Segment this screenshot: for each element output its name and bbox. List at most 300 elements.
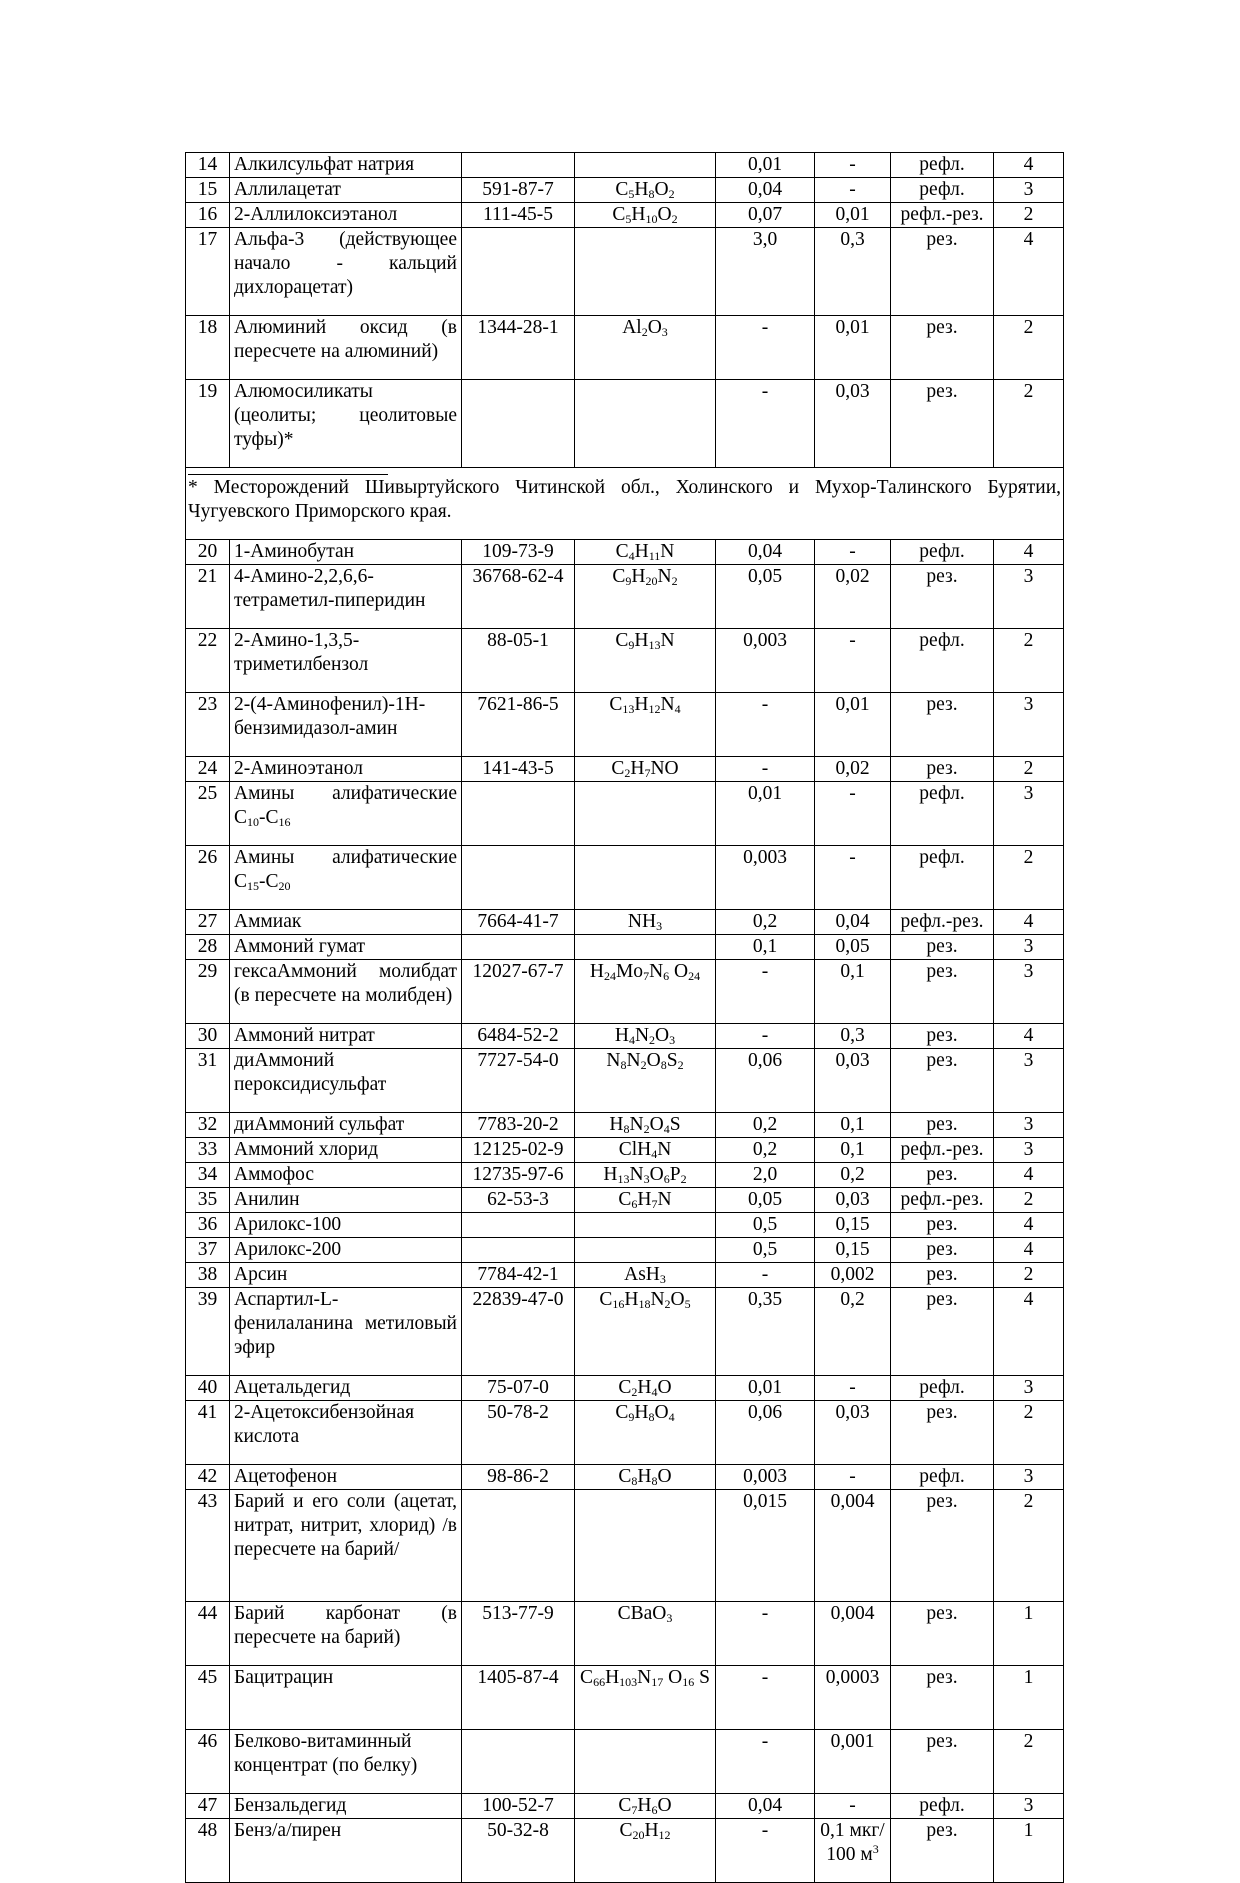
hazard-class: 4 — [994, 228, 1064, 316]
chemical-formula — [575, 1213, 716, 1238]
substance-name: Бензальдегид — [230, 1794, 462, 1819]
chemical-formula: $C_9H_{13}N$ — [575, 629, 716, 693]
chemical-formula: $C_9H_8O_4$ — [575, 1401, 716, 1465]
avg-daily-value: 0,02 — [815, 757, 891, 782]
table-row — [186, 1794, 1064, 1819]
chemical-formula: $H_4N_2O_3$ — [575, 1024, 716, 1049]
aggregate-state: рефл. — [891, 540, 994, 565]
row-number: 15 — [186, 178, 230, 203]
table-row — [186, 178, 1064, 203]
substance-name: Бацитрацин — [230, 1666, 462, 1730]
row-number: 45 — [186, 1666, 230, 1730]
hazard-class: 3 — [994, 693, 1064, 757]
substance-name: Барий и его соли (ацетат, нитрат, нитрит, хлорид) /в пересчете на барий/ — [230, 1490, 462, 1602]
hazard-class: 4 — [994, 153, 1064, 178]
cas-number — [462, 228, 575, 316]
avg-daily-value: - — [815, 153, 891, 178]
aggregate-state: рефл. — [891, 782, 994, 846]
max-single-value: - — [716, 757, 815, 782]
substance-name: 2-Аллилоксиэтанол — [230, 203, 462, 228]
max-single-value: 0,2 — [716, 1113, 815, 1138]
chemical-formula — [575, 1730, 716, 1794]
substance-name: Арилокс-200 — [230, 1238, 462, 1263]
aggregate-state: рез. — [891, 1401, 994, 1465]
table-row — [186, 1819, 1064, 1883]
avg-daily-value: 0,03 — [815, 1401, 891, 1465]
avg-daily-value: - — [815, 540, 891, 565]
avg-daily-value: 0,03 — [815, 1188, 891, 1213]
row-number: 43 — [186, 1490, 230, 1602]
substance-name: Альфа-3 (действующее начало - кальций дихлорацетат) — [230, 228, 462, 316]
max-single-value: 0,01 — [716, 153, 815, 178]
avg-daily-value: 0,15 — [815, 1213, 891, 1238]
aggregate-state: рез. — [891, 380, 994, 468]
cas-number: 7664-41-7 — [462, 910, 575, 935]
row-number: 46 — [186, 1730, 230, 1794]
substance-name: Аммиак — [230, 910, 462, 935]
table-row — [186, 153, 1064, 178]
hazard-class: 3 — [994, 1113, 1064, 1138]
row-number: 23 — [186, 693, 230, 757]
cas-number — [462, 1238, 575, 1263]
avg-daily-value: 0,02 — [815, 565, 891, 629]
chemical-formula — [575, 1490, 716, 1602]
table-row — [186, 1238, 1064, 1263]
cas-number: 7784-42-1 — [462, 1263, 575, 1288]
row-number: 25 — [186, 782, 230, 846]
row-number: 42 — [186, 1465, 230, 1490]
hazard-class: 3 — [994, 565, 1064, 629]
avg-daily-value: 0,2 — [815, 1288, 891, 1376]
aggregate-state: рез. — [891, 316, 994, 380]
max-single-value: - — [716, 380, 815, 468]
aggregate-state: рефл.-рез. — [891, 1188, 994, 1213]
substance-name: Арсин — [230, 1263, 462, 1288]
avg-daily-value: 0,002 — [815, 1263, 891, 1288]
max-single-value: 0,015 — [716, 1490, 815, 1602]
row-number: 16 — [186, 203, 230, 228]
cas-number: 100-52-7 — [462, 1794, 575, 1819]
max-single-value: 0,35 — [716, 1288, 815, 1376]
row-number: 36 — [186, 1213, 230, 1238]
avg-daily-value: 0,1 — [815, 1138, 891, 1163]
substance-name: Алюмосиликаты (цеолиты; цеолитовые туфы)* — [230, 380, 462, 468]
cas-number — [462, 935, 575, 960]
chemical-formula: ClH$_4$N — [575, 1138, 716, 1163]
hazard-class: 4 — [994, 1213, 1064, 1238]
chemical-formula: $N_8N_2O_8S_2$ — [575, 1049, 716, 1113]
table-row — [186, 1666, 1064, 1730]
row-number: 47 — [186, 1794, 230, 1819]
cas-number — [462, 153, 575, 178]
substance-name: 2-Аминоэтанол — [230, 757, 462, 782]
max-single-value: - — [716, 1263, 815, 1288]
cas-number: 591-87-7 — [462, 178, 575, 203]
substance-name: Аллилацетат — [230, 178, 462, 203]
row-number: 39 — [186, 1288, 230, 1376]
hazard-class: 2 — [994, 1730, 1064, 1794]
max-single-value: - — [716, 1730, 815, 1794]
substance-name: 2-Ацетоксибензойная кислота — [230, 1401, 462, 1465]
row-number: 20 — [186, 540, 230, 565]
document-page — [185, 152, 1063, 1883]
cas-number: 12735-97-6 — [462, 1163, 575, 1188]
chemical-formula — [575, 1238, 716, 1263]
row-number: 28 — [186, 935, 230, 960]
aggregate-state: рефл. — [891, 846, 994, 910]
substances-table — [185, 152, 1064, 1883]
substance-name: Амины алифатические $C_{10}-C_{16}$ — [230, 782, 462, 846]
avg-daily-value: - — [815, 782, 891, 846]
chemical-formula: $C_{16}H_{18}N_2O_5$ — [575, 1288, 716, 1376]
substance-name: Алюминий оксид (в пересчете на алюминий) — [230, 316, 462, 380]
hazard-class: 4 — [994, 1288, 1064, 1376]
avg-daily-value: 0,1 мкг/ 100 $м^3$ — [815, 1819, 891, 1883]
cas-number: 75-07-0 — [462, 1376, 575, 1401]
chemical-formula: $H_{24}Mo_7N_6$ $O_{24}$ — [575, 960, 716, 1024]
aggregate-state: рез. — [891, 1113, 994, 1138]
aggregate-state: рез. — [891, 1213, 994, 1238]
row-number: 21 — [186, 565, 230, 629]
cas-number: 50-32-8 — [462, 1819, 575, 1883]
row-number: 18 — [186, 316, 230, 380]
hazard-class: 4 — [994, 540, 1064, 565]
chemical-formula: $H_8N_2O_4S$ — [575, 1113, 716, 1138]
hazard-class: 4 — [994, 1163, 1064, 1188]
table-row — [186, 1113, 1064, 1138]
chemical-formula: $C_{20}H_{12}$ — [575, 1819, 716, 1883]
table-row — [186, 1138, 1064, 1163]
row-number: 48 — [186, 1819, 230, 1883]
aggregate-state: рез. — [891, 693, 994, 757]
table-row — [186, 1188, 1064, 1213]
table-row — [186, 316, 1064, 380]
aggregate-state: рез. — [891, 1238, 994, 1263]
cas-number — [462, 380, 575, 468]
cas-number: 7727-54-0 — [462, 1049, 575, 1113]
table-row — [186, 1401, 1064, 1465]
aggregate-state: рефл.-рез. — [891, 910, 994, 935]
max-single-value: 0,04 — [716, 1794, 815, 1819]
avg-daily-value: 0,03 — [815, 380, 891, 468]
aggregate-state: рез. — [891, 1024, 994, 1049]
max-single-value: 2,0 — [716, 1163, 815, 1188]
cas-number: 111-45-5 — [462, 203, 575, 228]
avg-daily-value: 0,01 — [815, 693, 891, 757]
substance-name: диАммоний сульфат — [230, 1113, 462, 1138]
hazard-class: 3 — [994, 1138, 1064, 1163]
chemical-formula: $C_2H_7NO$ — [575, 757, 716, 782]
cas-number: 6484-52-2 — [462, 1024, 575, 1049]
avg-daily-value: 0,05 — [815, 935, 891, 960]
table-row — [186, 565, 1064, 629]
row-number: 31 — [186, 1049, 230, 1113]
table-row — [186, 1376, 1064, 1401]
row-number: 38 — [186, 1263, 230, 1288]
row-number: 32 — [186, 1113, 230, 1138]
substance-name: Ацетальдегид — [230, 1376, 462, 1401]
cas-number: 1344-28-1 — [462, 316, 575, 380]
max-single-value: 0,04 — [716, 540, 815, 565]
chemical-formula: $C_{13}H_{12}N_4$ — [575, 693, 716, 757]
row-number: 30 — [186, 1024, 230, 1049]
substance-name: Амины алифатические $C_{15}-C_{20}$ — [230, 846, 462, 910]
substance-name: Арилокс-100 — [230, 1213, 462, 1238]
substance-name: 2-Амино-1,3,5-триметилбензол — [230, 629, 462, 693]
footnote-row — [186, 468, 1064, 540]
max-single-value: 0,003 — [716, 846, 815, 910]
cas-number: 141-43-5 — [462, 757, 575, 782]
max-single-value: - — [716, 1602, 815, 1666]
hazard-class: 3 — [994, 178, 1064, 203]
row-number: 14 — [186, 153, 230, 178]
table-row — [186, 203, 1064, 228]
cas-number — [462, 1213, 575, 1238]
avg-daily-value: 0,15 — [815, 1238, 891, 1263]
chemical-formula — [575, 935, 716, 960]
hazard-class: 4 — [994, 1238, 1064, 1263]
avg-daily-value: - — [815, 1465, 891, 1490]
cas-number: 36768-62-4 — [462, 565, 575, 629]
max-single-value: 0,01 — [716, 782, 815, 846]
hazard-class: 3 — [994, 782, 1064, 846]
footnote-text: * Месторождений Шивыртуйского Читинской обл., Холинского и Мухор-Талинского Бурятии, Чугуевского Приморского края. — [188, 477, 1061, 522]
max-single-value: 0,003 — [716, 629, 815, 693]
cas-number: 12125-02-9 — [462, 1138, 575, 1163]
aggregate-state: рез. — [891, 228, 994, 316]
cas-number: 62-53-3 — [462, 1188, 575, 1213]
substance-name: Аспартил-L-фенилаланина метиловый эфир — [230, 1288, 462, 1376]
substance-name: Аммоний гумат — [230, 935, 462, 960]
table-row — [186, 1730, 1064, 1794]
hazard-class: 2 — [994, 629, 1064, 693]
chemical-formula: $C_4H_{11}N$ — [575, 540, 716, 565]
aggregate-state: рез. — [891, 1666, 994, 1730]
aggregate-state: рез. — [891, 1163, 994, 1188]
max-single-value: 0,06 — [716, 1049, 815, 1113]
row-number: 19 — [186, 380, 230, 468]
aggregate-state: рез. — [891, 1819, 994, 1883]
aggregate-state: рефл. — [891, 1794, 994, 1819]
aggregate-state: рез. — [891, 1288, 994, 1376]
substance-name: диАммоний пероксидисульфат — [230, 1049, 462, 1113]
hazard-class: 3 — [994, 960, 1064, 1024]
max-single-value: 3,0 — [716, 228, 815, 316]
chemical-formula: $C_9H_{20}N_2$ — [575, 565, 716, 629]
cas-number: 22839-47-0 — [462, 1288, 575, 1376]
table-row — [186, 540, 1064, 565]
table-row — [186, 228, 1064, 316]
cas-number: 109-73-9 — [462, 540, 575, 565]
table-row — [186, 960, 1064, 1024]
table-row — [186, 1288, 1064, 1376]
aggregate-state: рез. — [891, 1730, 994, 1794]
hazard-class: 2 — [994, 1263, 1064, 1288]
aggregate-state: рез. — [891, 1263, 994, 1288]
max-single-value: 0,01 — [716, 1376, 815, 1401]
table-row — [186, 782, 1064, 846]
table-row — [186, 1049, 1064, 1113]
table-row — [186, 846, 1064, 910]
max-single-value: 0,1 — [716, 935, 815, 960]
row-number: 26 — [186, 846, 230, 910]
cas-number — [462, 1490, 575, 1602]
max-single-value: - — [716, 960, 815, 1024]
avg-daily-value: 0,3 — [815, 1024, 891, 1049]
cas-number: 50-78-2 — [462, 1401, 575, 1465]
max-single-value: 0,2 — [716, 1138, 815, 1163]
table-row — [186, 1163, 1064, 1188]
hazard-class: 2 — [994, 316, 1064, 380]
substance-name: Барий карбонат (в пересчете на барий) — [230, 1602, 462, 1666]
row-number: 37 — [186, 1238, 230, 1263]
hazard-class: 1 — [994, 1602, 1064, 1666]
hazard-class: 2 — [994, 1401, 1064, 1465]
table-row — [186, 935, 1064, 960]
avg-daily-value: 0,2 — [815, 1163, 891, 1188]
hazard-class: 1 — [994, 1819, 1064, 1883]
hazard-class: 3 — [994, 1465, 1064, 1490]
chemical-formula: $NH_3$ — [575, 910, 716, 935]
max-single-value: 0,5 — [716, 1238, 815, 1263]
avg-daily-value: - — [815, 178, 891, 203]
max-single-value: 0,05 — [716, 565, 815, 629]
row-number: 40 — [186, 1376, 230, 1401]
hazard-class: 2 — [994, 380, 1064, 468]
chemical-formula — [575, 153, 716, 178]
row-number: 44 — [186, 1602, 230, 1666]
hazard-class: 3 — [994, 935, 1064, 960]
avg-daily-value: 0,1 — [815, 1113, 891, 1138]
table-row — [186, 910, 1064, 935]
hazard-class: 3 — [994, 1049, 1064, 1113]
hazard-class: 4 — [994, 1024, 1064, 1049]
row-number: 29 — [186, 960, 230, 1024]
substance-name: гексаАммоний молибдат (в пересчете на молибден) — [230, 960, 462, 1024]
substance-name: Анилин — [230, 1188, 462, 1213]
chemical-formula: $C_2H_4O$ — [575, 1376, 716, 1401]
aggregate-state: рефл. — [891, 1376, 994, 1401]
chemical-formula: AsH$_3$ — [575, 1263, 716, 1288]
row-number: 17 — [186, 228, 230, 316]
cas-number: 7621-86-5 — [462, 693, 575, 757]
avg-daily-value: 0,03 — [815, 1049, 891, 1113]
max-single-value: 0,003 — [716, 1465, 815, 1490]
avg-daily-value: 0,001 — [815, 1730, 891, 1794]
cas-number: 98-86-2 — [462, 1465, 575, 1490]
cas-number: 12027-67-7 — [462, 960, 575, 1024]
row-number: 27 — [186, 910, 230, 935]
chemical-formula: $C_5H_{10}O_2$ — [575, 203, 716, 228]
hazard-class: 2 — [994, 1490, 1064, 1602]
row-number: 24 — [186, 757, 230, 782]
chemical-formula — [575, 846, 716, 910]
substance-name: Белково-витаминный концентрат (по белку) — [230, 1730, 462, 1794]
max-single-value: 0,06 — [716, 1401, 815, 1465]
substance-name: Ацетофенон — [230, 1465, 462, 1490]
substance-name: Аммофос — [230, 1163, 462, 1188]
max-single-value: 0,07 — [716, 203, 815, 228]
aggregate-state: рефл. — [891, 153, 994, 178]
footnote-rule — [188, 474, 388, 475]
chemical-formula — [575, 782, 716, 846]
cas-number: 88-05-1 — [462, 629, 575, 693]
row-number: 34 — [186, 1163, 230, 1188]
chemical-formula: $H_{13}N_3O_6P_2$ — [575, 1163, 716, 1188]
row-number: 22 — [186, 629, 230, 693]
max-single-value: - — [716, 316, 815, 380]
chemical-formula: $C_{66}H_{103}N_{17}$ $O_{16}$ S — [575, 1666, 716, 1730]
hazard-class: 3 — [994, 1794, 1064, 1819]
table-row — [186, 1024, 1064, 1049]
aggregate-state: рез. — [891, 1049, 994, 1113]
substance-name: Аммоний хлорид — [230, 1138, 462, 1163]
avg-daily-value: - — [815, 629, 891, 693]
substance-name: Бенз/а/пирен — [230, 1819, 462, 1883]
hazard-class: 2 — [994, 1188, 1064, 1213]
table-row — [186, 380, 1064, 468]
max-single-value: 0,5 — [716, 1213, 815, 1238]
avg-daily-value: - — [815, 1376, 891, 1401]
table-row — [186, 1263, 1064, 1288]
aggregate-state: рез. — [891, 935, 994, 960]
chemical-formula: $C_8H_8O$ — [575, 1465, 716, 1490]
chemical-formula: $C_5H_8O_2$ — [575, 178, 716, 203]
max-single-value: - — [716, 693, 815, 757]
hazard-class: 3 — [994, 1376, 1064, 1401]
row-number: 35 — [186, 1188, 230, 1213]
cas-number: 7783-20-2 — [462, 1113, 575, 1138]
chemical-formula: CBaO$_3$ — [575, 1602, 716, 1666]
cas-number — [462, 782, 575, 846]
hazard-class: 2 — [994, 757, 1064, 782]
aggregate-state: рефл. — [891, 629, 994, 693]
chemical-formula — [575, 380, 716, 468]
aggregate-state: рез. — [891, 960, 994, 1024]
max-single-value: - — [716, 1024, 815, 1049]
hazard-class: 2 — [994, 203, 1064, 228]
cas-number — [462, 846, 575, 910]
chemical-formula — [575, 228, 716, 316]
aggregate-state: рефл.-рез. — [891, 1138, 994, 1163]
substance-name: 1-Аминобутан — [230, 540, 462, 565]
max-single-value: - — [716, 1666, 815, 1730]
substance-name: Аммоний нитрат — [230, 1024, 462, 1049]
hazard-class: 1 — [994, 1666, 1064, 1730]
cas-number: 513-77-9 — [462, 1602, 575, 1666]
substance-name: 2-(4-Аминофенил)-1Н-бензимидазол-амин — [230, 693, 462, 757]
substance-name: 4-Амино-2,2,6,6-тетраметил-пиперидин — [230, 565, 462, 629]
avg-daily-value: - — [815, 846, 891, 910]
max-single-value: 0,2 — [716, 910, 815, 935]
aggregate-state: рефл. — [891, 178, 994, 203]
max-single-value: 0,04 — [716, 178, 815, 203]
table-row — [186, 1602, 1064, 1666]
avg-daily-value: 0,004 — [815, 1490, 891, 1602]
cas-number — [462, 1730, 575, 1794]
avg-daily-value: 0,004 — [815, 1602, 891, 1666]
avg-daily-value: 0,04 — [815, 910, 891, 935]
table-row — [186, 1465, 1064, 1490]
avg-daily-value: 0,1 — [815, 960, 891, 1024]
max-single-value: - — [716, 1819, 815, 1883]
aggregate-state: рез. — [891, 1490, 994, 1602]
aggregate-state: рефл.-рез. — [891, 203, 994, 228]
hazard-class: 2 — [994, 846, 1064, 910]
aggregate-state: рефл. — [891, 1465, 994, 1490]
avg-daily-value: 0,01 — [815, 316, 891, 380]
avg-daily-value: 0,01 — [815, 203, 891, 228]
